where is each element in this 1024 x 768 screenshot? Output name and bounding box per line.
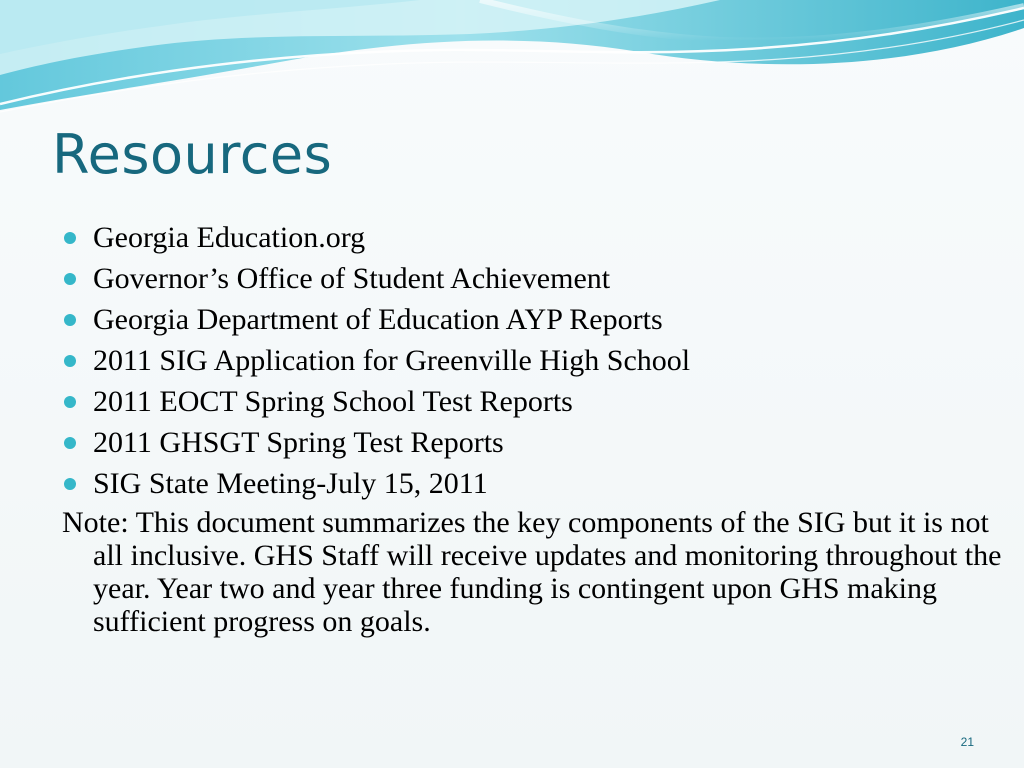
bullet-icon bbox=[64, 232, 76, 244]
note-paragraph: Note: This document summarizes the key components of the SIG but it is not all inclusive. GHS Staff will receive updates and monitoring throughout the year. Year two and year three funding is contingent upon GHS making sufficient progress on goals. bbox=[62, 506, 1002, 638]
slide-number: 21 bbox=[960, 735, 974, 749]
list-item-text: SIG State Meeting-July 15, 2011 bbox=[93, 467, 488, 500]
list-item-text: 2011 GHSGT Spring Test Reports bbox=[93, 426, 504, 459]
list-item bbox=[62, 422, 982, 463]
decorative-wave-header bbox=[0, 0, 1024, 130]
list-item bbox=[62, 299, 982, 340]
bullet-icon bbox=[64, 478, 76, 490]
list-item bbox=[62, 381, 982, 422]
list-item-text: 2011 SIG Application for Greenville High School bbox=[93, 344, 691, 377]
bullet-icon bbox=[64, 437, 76, 449]
resources-list bbox=[62, 217, 982, 504]
list-item bbox=[62, 258, 982, 299]
list-item bbox=[62, 463, 982, 504]
list-item bbox=[62, 217, 982, 258]
list-item bbox=[62, 340, 982, 381]
slide-title: Resources bbox=[52, 123, 333, 186]
bullet-icon bbox=[64, 273, 76, 285]
bullet-icon bbox=[64, 396, 76, 408]
list-item-text: Governor’s Office of Student Achievement bbox=[93, 262, 611, 295]
list-item-text: 2011 EOCT Spring School Test Reports bbox=[93, 385, 573, 418]
list-item-text: Georgia Department of Education AYP Reports bbox=[93, 303, 663, 336]
bullet-icon bbox=[64, 314, 76, 326]
bullet-icon bbox=[64, 355, 76, 367]
list-item-text: Georgia Education.org bbox=[93, 221, 366, 254]
